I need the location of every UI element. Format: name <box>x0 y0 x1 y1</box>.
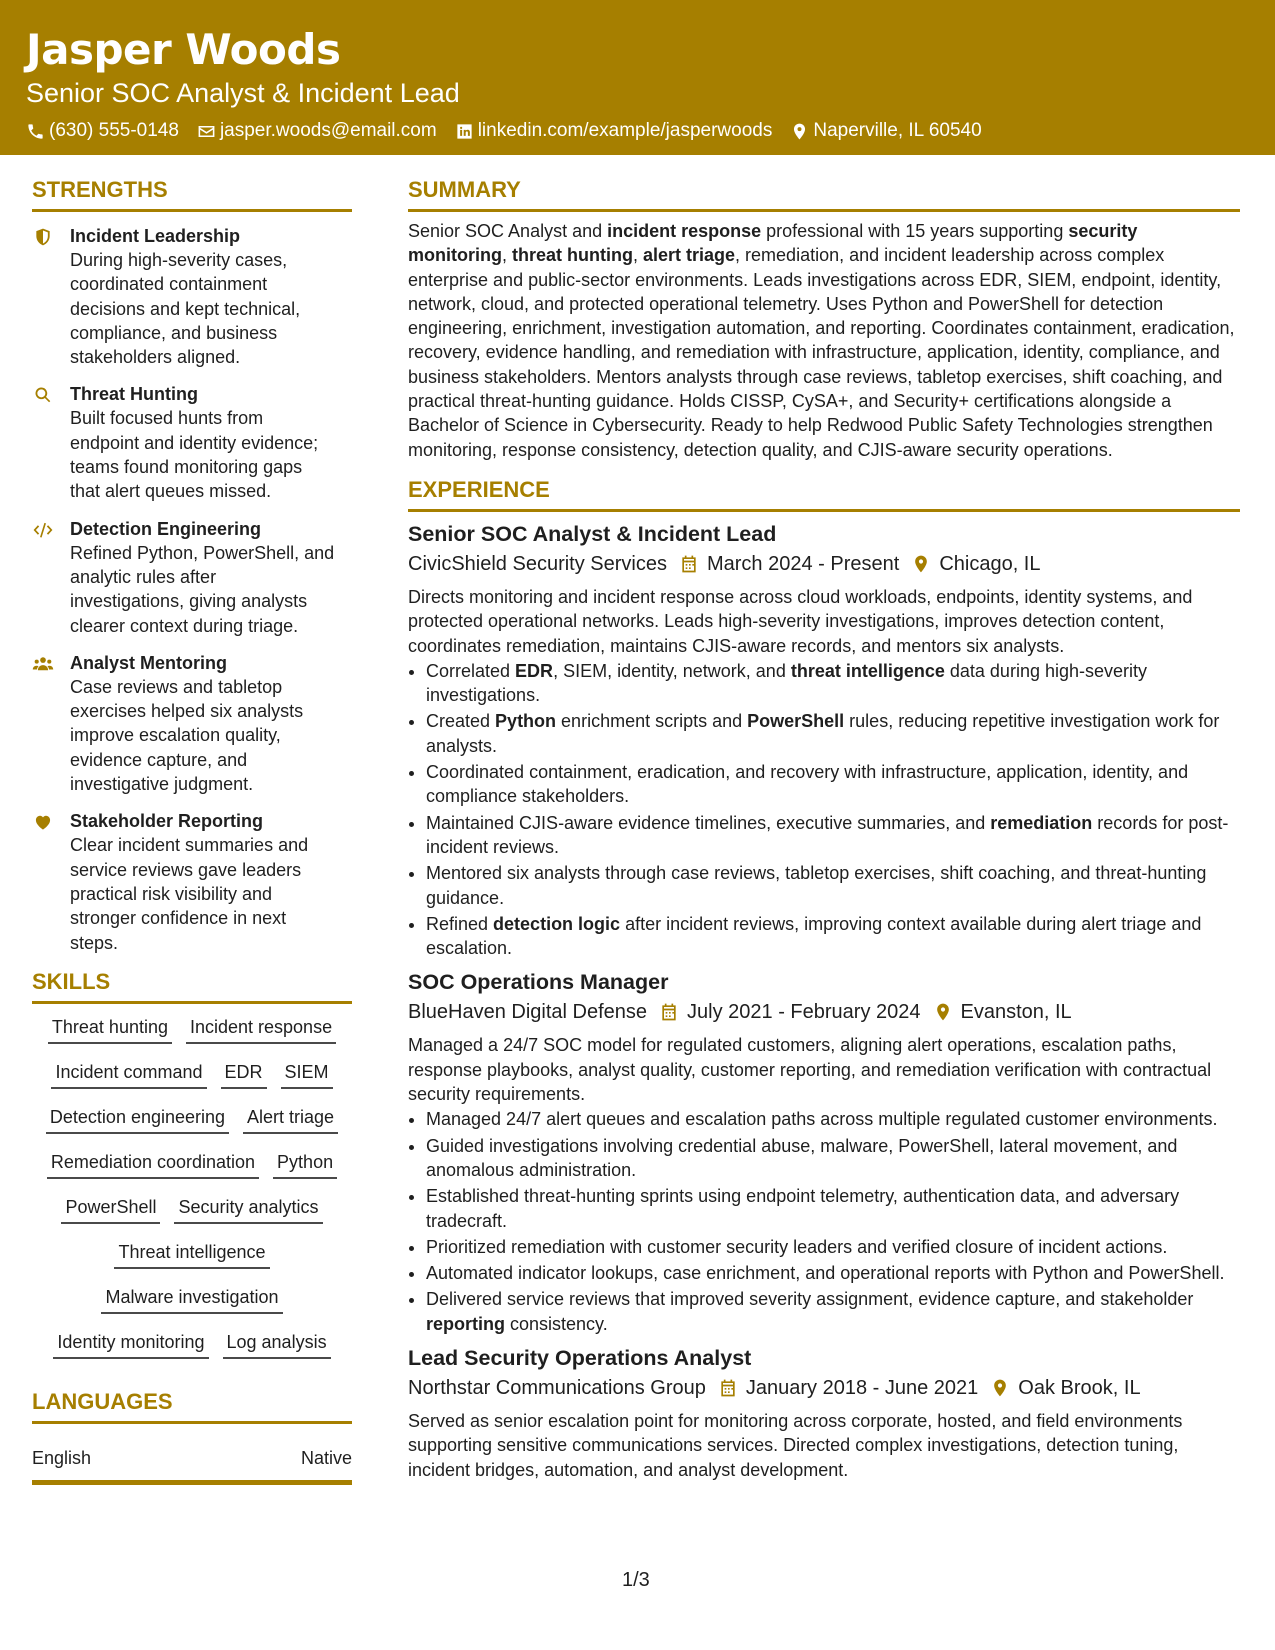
page-number: 1/3 <box>622 1569 650 1591</box>
strength-description-line: that alert queues missed. <box>70 481 272 502</box>
shield-icon <box>32 224 70 369</box>
strength-description-line: evidence capture, and <box>70 749 248 770</box>
bullet-item <box>426 709 1240 758</box>
strengths-list <box>32 224 352 955</box>
job-description: Managed a 24/7 SOC model for regulated customers, aligning alert operations, escalation paths, response playbooks, analyst quality, customer reporting, and remediation verification with contractual security requirements. <box>408 1035 1212 1105</box>
candidate-name: Jasper Woods <box>26 25 341 74</box>
strength-body <box>70 809 308 954</box>
job-entry <box>408 520 1240 960</box>
skill-row <box>32 1331 352 1376</box>
strength-description-line: Built focused hunts from <box>70 408 264 429</box>
experience-heading: EXPERIENCE <box>408 476 1240 512</box>
bullet-item <box>426 811 1240 860</box>
strength-description-line: decisions and kept technical, <box>70 298 301 319</box>
phone-icon <box>26 122 45 141</box>
strength-item <box>32 517 352 638</box>
calendar-icon <box>679 554 699 574</box>
linkedin-link[interactable]: linkedin.com/example/jasperwoods <box>477 120 773 141</box>
job-location: Evanston, IL <box>960 1001 1072 1024</box>
strength-description-line: clearer context during triage. <box>70 615 299 636</box>
job-bullets <box>408 659 1240 961</box>
company-name: Northstar Communications Group <box>408 1376 706 1399</box>
job-title: Lead Security Operations Analyst <box>408 1345 752 1370</box>
skill-row <box>32 1286 352 1331</box>
text-segment: professional with 15 years supporting <box>761 221 1069 241</box>
strength-item <box>32 382 352 503</box>
summary-text <box>408 219 1240 462</box>
map-pin-icon <box>933 1002 953 1022</box>
strength-description-line: Refined Python, PowerShell, and <box>70 542 335 563</box>
strength-description-line: stakeholders aligned. <box>70 347 241 368</box>
languages-heading: LANGUAGES <box>32 1388 352 1424</box>
bullet-item <box>426 912 1240 961</box>
strength-description-line: compliance, and business <box>70 322 278 343</box>
text-segment: enrichment scripts and <box>556 711 748 732</box>
bullet-item <box>426 1134 1240 1183</box>
bullet-item <box>426 1107 1240 1131</box>
job-entry <box>408 968 1240 1336</box>
strength-item <box>32 224 352 369</box>
strength-item <box>32 809 352 954</box>
skill-tag: Security analytics <box>174 1196 322 1224</box>
strength-title: Stakeholder Reporting <box>70 811 264 832</box>
bold-phrase: incident response <box>607 221 762 241</box>
text-segment: , SIEM, identity, network, and <box>553 660 791 681</box>
strength-item <box>32 651 352 796</box>
strength-description-line: improve escalation quality, <box>70 725 281 746</box>
heart-icon <box>32 809 70 954</box>
strength-description-line: During high-severity cases, <box>70 250 288 270</box>
bold-phrase: alert triage <box>643 245 736 266</box>
bold-phrase: threat hunting <box>512 245 633 266</box>
bold-phrase: Python <box>495 711 557 732</box>
bold-phrase: reporting <box>426 1313 505 1334</box>
strength-description-line: coordinated containment <box>70 274 268 295</box>
bullet-item <box>426 1261 1240 1285</box>
experience-list <box>408 520 1240 1482</box>
skill-tag: Log analysis <box>223 1331 331 1359</box>
job-meta <box>408 998 1240 1026</box>
skill-tag: SIEM <box>281 1061 333 1089</box>
linkedin-icon <box>455 122 474 141</box>
skill-row <box>32 1241 352 1286</box>
skill-tag: Malware investigation <box>101 1286 282 1314</box>
strengths-heading: STRENGTHS <box>32 176 352 212</box>
contact-email[interactable] <box>197 119 437 143</box>
bullet-item <box>426 1287 1240 1336</box>
text-segment: Maintained CJIS-aware evidence timelines, executive summaries, and <box>426 812 991 833</box>
strength-title: Incident Leadership <box>70 226 241 246</box>
strength-description-line: stronger confidence in next <box>70 908 287 929</box>
text-segment: data during high-severity investigations. <box>426 660 1148 706</box>
strength-body <box>70 224 300 369</box>
skills-heading: SKILLS <box>32 968 352 1004</box>
skill-row <box>32 1016 352 1061</box>
skill-tag: Detection engineering <box>46 1106 229 1134</box>
search-icon <box>32 382 70 503</box>
text-segment: rules, reducing repetitive investigation work for analysts. <box>426 711 1220 756</box>
contact-linkedin[interactable] <box>455 119 773 143</box>
map-pin-icon <box>911 554 931 574</box>
text-segment: Correlated <box>426 660 516 681</box>
users-icon <box>32 651 70 796</box>
job-description: Directs monitoring and incident response across cloud workloads, endpoints, identity systems, and protected operational networks. Leads high-severity investigations, improves detection content, coordinates remediation, maintains CJIS-aware records, and mentors six analysts. <box>408 586 1193 656</box>
strength-description-line: Case reviews and tabletop <box>70 676 283 697</box>
job-meta <box>408 550 1240 578</box>
job-meta <box>408 1374 1240 1402</box>
bold-phrase: detection logic <box>493 913 621 934</box>
company-name: CivicShield Security Services <box>408 552 667 575</box>
summary-heading: SUMMARY <box>408 176 1240 212</box>
bold-phrase: threat intelligence <box>790 660 945 681</box>
strength-title: Detection Engineering <box>70 518 262 539</box>
left-column <box>32 176 352 1485</box>
language-level: Native <box>300 1447 352 1468</box>
code-icon <box>32 517 70 638</box>
strength-body <box>70 382 318 503</box>
job-entry <box>408 1344 1240 1482</box>
strength-description-line: Clear incident summaries and <box>70 835 309 856</box>
skill-tag: Incident command <box>51 1061 206 1089</box>
strength-description-line: endpoint and identity evidence; <box>70 432 319 453</box>
skill-tag: Identity monitoring <box>53 1331 208 1359</box>
skill-tag: Alert triage <box>243 1106 338 1134</box>
contact-bar <box>26 119 1275 143</box>
map-pin-icon <box>790 122 809 141</box>
strength-description-line: investigative judgment. <box>70 774 254 795</box>
text-segment: after incident reviews, improving context available during alert triage and escalation. <box>426 913 1202 959</box>
language-name: English <box>32 1447 92 1468</box>
bullet-item <box>426 1235 1240 1259</box>
bold-phrase: PowerShell <box>747 711 845 732</box>
strength-description-line: exercises helped six analysts <box>70 701 304 722</box>
skill-tag: Threat hunting <box>48 1016 172 1044</box>
bullet-item <box>426 1184 1240 1233</box>
text-segment: Managed 24/7 alert queues and escalation paths across multiple regulated customer environments. <box>426 1109 1218 1130</box>
job-title: SOC Operations Manager <box>408 970 669 995</box>
strength-body <box>70 517 334 638</box>
text-segment: Delivered service reviews that improved severity assignment, evidence capture, and stakeholder <box>426 1289 1194 1310</box>
resume-header <box>0 0 1275 155</box>
text-segment: Refined <box>426 913 494 934</box>
company-name: BlueHaven Digital Defense <box>408 1001 648 1024</box>
text-segment: records for post-incident reviews. <box>426 812 1229 857</box>
calendar-icon <box>718 1378 738 1398</box>
phone-text: (630) 555-0148 <box>49 120 179 141</box>
skill-row <box>32 1196 352 1241</box>
map-pin-icon <box>990 1378 1010 1398</box>
text-segment: Created <box>426 711 496 732</box>
strength-title: Analyst Mentoring <box>70 652 228 673</box>
text-segment: Senior SOC Analyst and <box>408 221 608 241</box>
right-column <box>408 176 1240 1482</box>
text-segment: Guided investigations involving credential abuse, malware, PowerShell, lateral movement, and anomalous administration. <box>426 1135 1178 1180</box>
bold-phrase: security monitoring <box>408 221 1138 266</box>
strength-description-line: practical risk visibility and <box>70 883 273 904</box>
contact-phone <box>26 119 179 143</box>
text-segment: Established threat-hunting sprints using endpoint telemetry, authentication data, and adversary tradecraft. <box>426 1186 1180 1231</box>
strength-title: Threat Hunting <box>70 384 198 405</box>
text-segment: consistency. <box>505 1313 608 1334</box>
skill-tag: Python <box>273 1151 337 1179</box>
job-description: Served as senior escalation point for monitoring across corporate, hosted, and field environments supporting sensitive communications services. Directed complex investigations, detection tuning, incident bridges, automation, and analyst development. <box>408 1410 1183 1480</box>
skill-tag: EDR <box>221 1061 267 1089</box>
job-dates: July 2021 - February 2024 <box>687 1001 921 1024</box>
contact-location <box>790 119 981 143</box>
skill-tag: PowerShell <box>61 1196 160 1224</box>
strength-description-line: teams found monitoring gaps <box>70 457 303 478</box>
skill-row <box>32 1061 352 1106</box>
text-segment: Mentored six analysts through case reviews, tabletop exercises, shift coaching, and threat-hunting guidance. <box>426 863 1207 908</box>
text-segment: , remediation, and incident leadership across complex enterprise and public-sector environments. Leads investigations across EDR, SIEM, endpoint, identity, network, cloud, and protected operational telemetry. Uses Python and PowerShell for detection engineering, enrichment, investigation automation, and reporting. Coordinates containment, eradication, recovery, evidence handling, and remediation with infrastructure, application, identity, compliance, and business stakeholders. Mentors analysts through case reviews, tabletop exercises, shift coaching, and practical threat-hunting guidance. Holds CISSP, CySA+, and Security+ certifications alongside a Bachelor of Science in Cybersecurity. Ready to help Redwood Public Safety Technologies strengthen monitoring, response consistency, detection quality, and CJIS-aware security operations. <box>408 245 1235 460</box>
calendar-icon <box>659 1002 679 1022</box>
text-segment: , <box>501 245 512 266</box>
language-row <box>32 1446 352 1485</box>
bullet-item <box>426 659 1240 708</box>
text-segment: Coordinated containment, eradication, and recovery with infrastructure, application, identity, and compliance stakeholders. <box>426 762 1189 807</box>
skill-row <box>32 1151 352 1196</box>
skill-tag: Incident response <box>186 1016 336 1044</box>
text-segment: , <box>632 245 643 266</box>
job-location: Oak Brook, IL <box>1018 1376 1141 1399</box>
candidate-role: Senior SOC Analyst & Incident Lead <box>26 78 460 108</box>
strength-description-line: analytic rules after <box>70 566 217 587</box>
job-title: Senior SOC Analyst & Incident Lead <box>408 521 777 546</box>
strength-description-line: service reviews gave leaders <box>70 859 302 880</box>
job-location: Chicago, IL <box>939 552 1041 575</box>
skill-tag: Threat intelligence <box>114 1241 269 1269</box>
bold-phrase: remediation <box>990 812 1093 833</box>
text-segment: Prioritized remediation with customer security leaders and verified closure of incident actions. <box>426 1236 1168 1257</box>
job-dates: March 2024 - Present <box>706 552 900 575</box>
envelope-icon <box>197 122 216 141</box>
bullet-item <box>426 760 1240 809</box>
skills-list <box>32 1016 352 1376</box>
job-dates: January 2018 - June 2021 <box>745 1376 979 1399</box>
bold-phrase: EDR <box>515 660 554 681</box>
text-segment: Automated indicator lookups, case enrichment, and operational reports with Python and PowerShell. <box>426 1263 1225 1284</box>
email-link[interactable]: jasper.woods@email.com <box>219 120 437 141</box>
bullet-item <box>426 861 1240 910</box>
strength-description-line: investigations, giving analysts <box>70 591 308 612</box>
job-bullets <box>408 1107 1240 1336</box>
languages-list <box>32 1446 352 1485</box>
strength-description-line: steps. <box>70 932 119 953</box>
skill-tag: Remediation coordination <box>47 1151 259 1179</box>
skill-row <box>32 1106 352 1151</box>
strength-body <box>70 651 303 796</box>
location-text: Naperville, IL 60540 <box>813 120 982 141</box>
